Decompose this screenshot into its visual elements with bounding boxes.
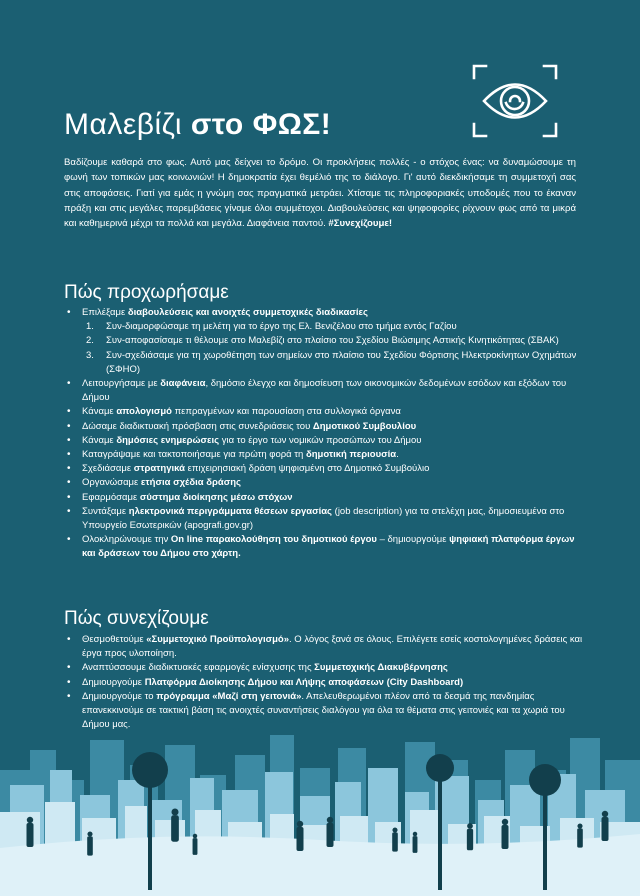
list-item-text: ψηφιακή πλατφόρμα έργων και δράσεων του Δήμου στο χάρτη.: [82, 534, 575, 560]
list-item-text: απολογισμό: [116, 406, 172, 418]
continue-list: [64, 633, 584, 732]
list-item-text: Σχεδιάσαμε: [82, 463, 134, 475]
list-item-text: διαφάνεια: [160, 378, 206, 390]
list-item-text: για το έργο των νομικών προσώπων του Δήμου: [219, 434, 422, 446]
list-item-text: Συμμετοχικής Διακυβέρνησης: [314, 662, 448, 674]
list-item: [64, 476, 584, 490]
list-item-text: Δώσαμε διαδικτυακή πρόσβαση στις συνεδριάσεις του: [82, 420, 313, 432]
list-item: [64, 448, 584, 462]
list-item: [64, 434, 584, 448]
section-title-continue: Πώς συνεχίζουμε: [64, 608, 209, 629]
title-bold: στο ΦΩΣ!: [190, 108, 332, 141]
list-item-text: Αναπτύσσουμε διαδικτυακές εφαρμογές ενίσχυσης της: [82, 662, 315, 674]
section-title-progress: Πώς προχωρήσαμε: [64, 282, 229, 303]
person-silhouette: [392, 827, 398, 851]
numbered-list-item: [64, 349, 584, 377]
title-regular: Μαλεβίζι: [64, 108, 191, 141]
list-item-text: Συν-σχεδιάσαμε για τη χωροθέτηση των σημείων στο πλαίσιο του Σχεδίου Φόρτισης Ηλεκτροκίνητων Οχημάτων (ΣΦΗΟ): [106, 349, 577, 375]
intro-text-part: #Συνεχίζουμε!: [328, 218, 393, 230]
list-item-text: Συν-διαμορφώσαμε τη μελέτη για το έργο της Ελ. Βενιζέλου στο τμήμα εντός Γαζίου: [106, 321, 457, 333]
intro-paragraph: [64, 155, 576, 231]
list-item: [64, 405, 584, 419]
list-item-text: Κάναμε: [82, 406, 117, 418]
numbered-list-item: [64, 320, 584, 334]
list-item-text: Ολοκληρώνουμε την: [82, 534, 171, 546]
numbered-list-item: [64, 334, 584, 348]
list-item-text: Οργανώσαμε: [82, 477, 141, 489]
list-item: [64, 306, 584, 320]
list-item: [64, 690, 584, 733]
list-item-text: Δημοτικού Συμβουλίου: [312, 420, 417, 432]
list-item-text: Συντάξαμε: [82, 505, 129, 517]
person-silhouette: [27, 817, 34, 847]
list-item-text: Καταγράψαμε και τακτοποιήσαμε για πρώτη φορά τη: [82, 449, 306, 461]
list-item-text: πρόγραμμα «Μαζί στη γειτονιά»: [156, 690, 302, 702]
person-silhouette: [193, 834, 198, 855]
list-item-text: ετήσια σχέδια δράσης: [140, 477, 241, 489]
list-item-text: Πλατφόρμα Διοίκησης Δήμου και Λήψης αποφάσεων (City Dashboard): [144, 676, 464, 688]
list-item: [64, 505, 584, 533]
list-item-text: σύστημα διοίκησης μέσω στόχων: [139, 491, 293, 503]
list-item-text: . Απελευθερωμένοι πλέον από τα δεσμά της πανδημίας επανεκκινούμε σε τακτική βάση τις ανοιχτές συναντήσεις διαλόγου για όλα τα θέματα στις γειτονιές και τα χωριά του Δήμου μας.: [82, 690, 565, 731]
list-item-text: Δημιουργούμε το: [82, 690, 157, 702]
person-silhouette: [467, 823, 473, 850]
person-silhouette: [502, 819, 509, 849]
person-silhouette: [87, 831, 93, 855]
list-item-text: δημόσιες ενημερώσεις: [116, 434, 220, 446]
list-item: [64, 661, 584, 675]
list-item: [64, 633, 584, 661]
list-item-text: πεπραγμένων και παρουσίαση στα συλλογικά όργανα: [171, 406, 401, 418]
list-item-text: On line παρακολούθηση του δημοτικού έργου: [170, 534, 377, 546]
list-item-text: Επιλέξαμε: [82, 307, 128, 318]
list-item-text: Θεσμοθετούμε: [82, 634, 147, 645]
person-silhouette: [171, 808, 179, 841]
list-item-text: ηλεκτρονικά περιγράμματα θέσεων εργασίας: [128, 505, 333, 517]
list-item-text: δημοτική περιουσία: [305, 449, 397, 461]
person-silhouette: [602, 811, 609, 841]
eye-icon: [470, 62, 560, 140]
list-item-text: .: [396, 449, 399, 461]
person-silhouette: [327, 817, 334, 847]
list-item: [64, 491, 584, 505]
person-silhouette: [297, 821, 304, 851]
list-item: [64, 533, 584, 561]
progress-list: [64, 306, 584, 562]
list-item: [64, 676, 584, 690]
list-item-text: Λειτουργήσαμε με: [82, 378, 161, 390]
person-silhouette: [413, 832, 418, 853]
person-silhouette: [577, 823, 583, 847]
list-item-text: , δημόσιο έλεγχο και δημοσίευση των οικονομικών δεδομένων εσόδων και εξόδων του Δήμου: [82, 378, 567, 404]
city-skyline-illustration: [0, 730, 640, 896]
list-item-text: «Συμμετοχικό Προϋπολογισμό»: [146, 634, 290, 645]
list-item: [64, 377, 584, 405]
intro-text-part: Βαδίζουμε καθαρά στο φως. Αυτό μας δείχνει το δρόμο. Οι προκλήσεις πολλές - ο στόχος ένας: να δυναμώσουμε τη φωνή των τοπικών μας κοινωνιών! Η δημοκρατία έχει θεμέλιό της το διάλογο. Γι' αυτό διεκδικήσαμε τη συμμετοχή σας στις αποφάσεις. Γιατί για εμάς η γνώμη σας πραγματικά μετράει. Χτίσαμε τις πληροφοριακές υποδομές που το έκαναν πράξη και στις μεγάλες παρεμβάσεις γίναμε όλοι συμμέτοχοι. Διαβουλεύσεις και ψηφοφορίες ρίχνουν φως από τα μικρά και καθημερινά μέχρι τα πολλά και μεγάλα. Διαφάνεια παντού.: [64, 157, 576, 230]
list-item-text: στρατηγικά: [133, 463, 185, 475]
list-item: [64, 420, 584, 434]
list-item-text: Κάναμε: [82, 434, 117, 446]
list-item-text: επιχειρησιακή δράση ψηφισμένη στο Δημοτικό Συμβούλιο: [184, 463, 430, 475]
list-item: [64, 462, 584, 476]
list-item-text: διαβουλεύσεις και ανοιχτές συμμετοχικές διαδικασίες: [127, 307, 368, 318]
list-item-text: – δημιουργούμε: [376, 534, 450, 546]
list-item-text: Εφαρμόσαμε: [82, 491, 140, 503]
list-item-text: Συν-αποφασίσαμε τι θέλουμε στο Μαλεβίζι στο πλαίσιο του Σχεδίου Βιώσιμης Αστικής Κινητικότητας (ΣΒΑΚ): [106, 335, 559, 347]
list-item-text: . Ο λόγος ξανά σε όλους. Επιλέγετε εσείς κοστολογημένες δράσεις και έργα προς υλοποίηση.: [82, 634, 583, 660]
list-item-text: Δημιουργούμε: [82, 676, 145, 688]
page-title: [64, 108, 331, 142]
list-item-text: (job description) για τα στελέχη μας, δημοσιευμένα στο Υπουργείο Εσωτερικών (apografi.gov.gr): [82, 505, 565, 532]
